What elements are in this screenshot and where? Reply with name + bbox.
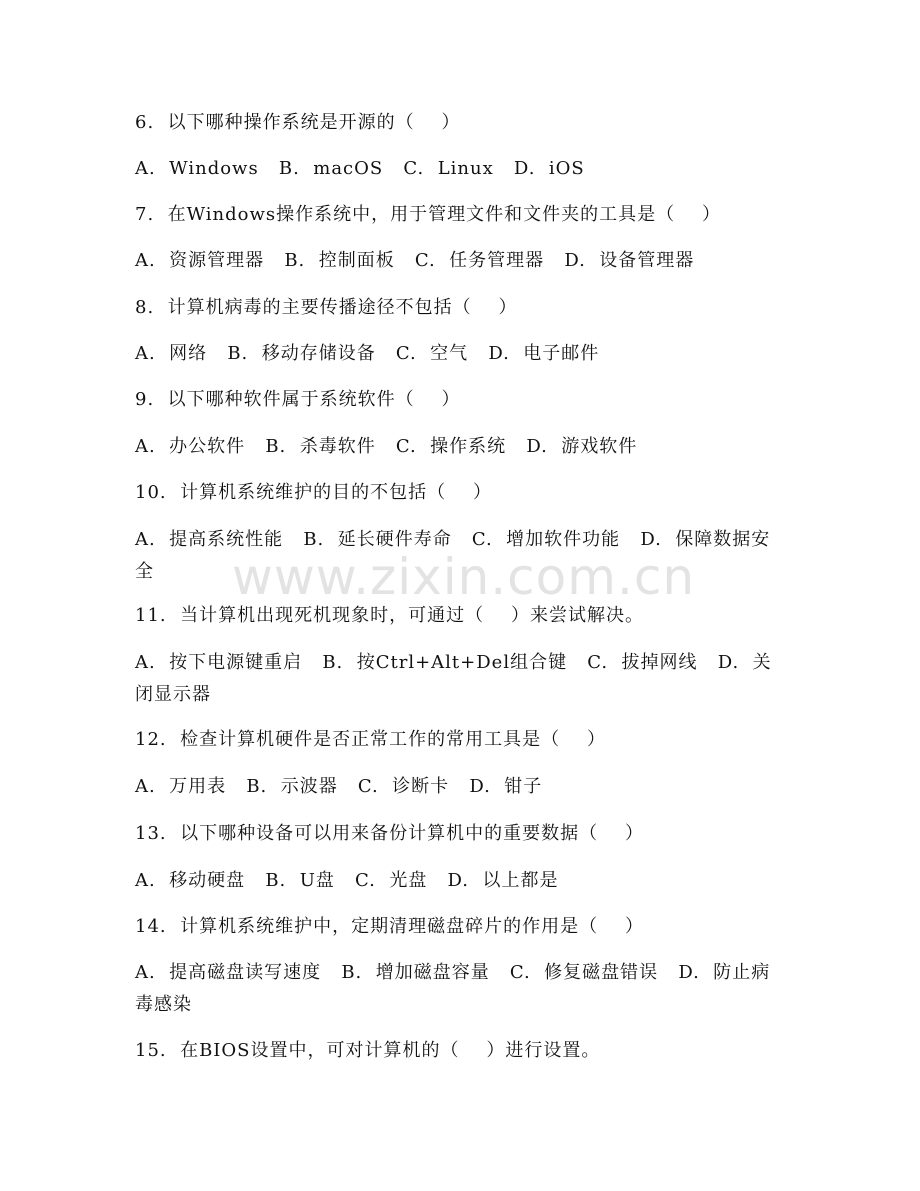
question-9: 9. 以下哪种软件属于系统软件（ ） [135,389,461,410]
options-13: A. 移动硬盘 B. U盘 C. 光盘 D. 以上都是 [135,870,559,891]
question-7: 7. 在Windows操作系统中，用于管理文件和文件夹的工具是（ ） [135,204,722,225]
options-11: A. 按下电源键重启 B. 按Ctrl+Alt+Del组合键 C. 拔掉网线 D. 关闭显示器 [135,652,772,705]
question-6: 6. 以下哪种操作系统是开源的（ ） [135,112,461,133]
question-11: 11. 当计算机出现死机现象时，可通过（ ）来尝试解决。 [135,605,644,626]
options-10: A. 提高系统性能 B. 延长硬件寿命 C. 增加软件功能 D. 保障数据安全 [135,529,771,582]
question-13: 13. 以下哪种设备可以用来备份计算机中的重要数据（ ） [135,823,644,844]
question-10: 10. 计算机系统维护的目的不包括（ ） [135,482,492,503]
options-9: A. 办公软件 B. 杀毒软件 C. 操作系统 D. 游戏软件 [135,436,638,457]
question-8: 8. 计算机病毒的主要传播途径不包括（ ） [135,297,518,318]
question-14: 14. 计算机系统维护中，定期清理磁盘碎片的作用是（ ） [135,916,644,937]
options-8: A. 网络 B. 移动存储设备 C. 空气 D. 电子邮件 [135,343,600,364]
question-15: 15. 在BIOS设置中，可对计算机的（ ）进行设置。 [135,1040,601,1061]
options-14: A. 提高磁盘读写速度 B. 增加磁盘容量 C. 修复磁盘错误 D. 防止病毒感染 [135,962,771,1015]
question-12: 12. 检查计算机硬件是否正常工作的常用工具是（ ） [135,729,606,750]
options-7: A. 资源管理器 B. 控制面板 C. 任务管理器 D. 设备管理器 [135,250,695,271]
options-6: A. Windows B. macOS C. Linux D. iOS [135,158,585,179]
watermark: www.zixin.com.cn [232,548,696,606]
options-12: A. 万用表 B. 示波器 C. 诊断卡 D. 钳子 [135,776,543,797]
